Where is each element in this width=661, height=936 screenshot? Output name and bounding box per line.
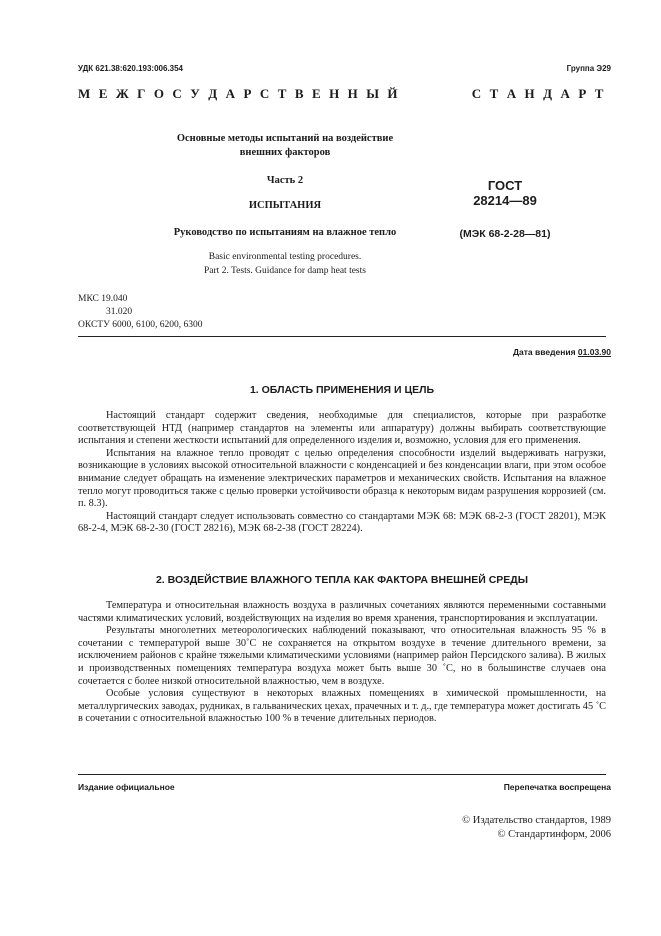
section-1-body bbox=[78, 410, 606, 536]
standard-banner bbox=[78, 86, 606, 102]
intro-date bbox=[513, 347, 611, 357]
title-guide: Руководство по испытаниям на влажное тепло bbox=[173, 227, 397, 238]
udk-code: УДК 621.38:620.193:006.354 bbox=[78, 64, 184, 73]
intro-date-value: 01.03.90 bbox=[577, 347, 611, 357]
divider-rule bbox=[78, 336, 606, 337]
section-2-body bbox=[78, 600, 606, 726]
title-tests: ИСПЫТАНИЯ bbox=[248, 200, 322, 211]
intro-date-label: Дата введения bbox=[512, 347, 576, 357]
okstu-code: ОКСТУ 6000, 6100, 6200, 6300 bbox=[78, 320, 203, 330]
english-title-line-1: Basic environmental testing procedures. bbox=[208, 252, 362, 262]
title-part: Часть 2 bbox=[266, 175, 304, 186]
mks-code-1: МКС 19.040 bbox=[78, 294, 128, 304]
section-1-heading: 1. ОБЛАСТЬ ПРИМЕНЕНИЯ И ЦЕЛЬ bbox=[249, 384, 435, 396]
edition-label: Издание официальное bbox=[78, 782, 175, 792]
section-1-paragraph: Настоящий стандарт следует использовать совместно со стандартами МЭК 68: МЭК 68-2-3 (ГОСТ 28201), МЭК 68-2-4, МЭК 68-2-30 (ГОСТ 28216), МЭК 68-2-38 (ГОСТ 28224). bbox=[78, 510, 606, 535]
group-code: Группа Э29 bbox=[566, 64, 611, 73]
gost-number: 28214—89 bbox=[473, 193, 537, 208]
banner-word-standard: С Т А Н Д А Р Т bbox=[471, 86, 606, 101]
iec-reference: (МЭК 68-2-28—81) bbox=[459, 228, 551, 240]
section-2-heading: 2. ВОЗДЕЙСТВИЕ ВЛАЖНОГО ТЕПЛА КАК ФАКТОРА ВНЕШНЕЙ СРЕДЫ bbox=[155, 574, 529, 586]
section-2-paragraph: Особые условия существуют в некоторых влажных помещениях в химической промышленности, на металлургических заводах, рудниках, в гальванических цехах, прачечных и т. д., где температура может достигать 45 ˚С в сочетании с относительной влажностью 100 % в течение длительных периодов. bbox=[78, 688, 606, 725]
banner-word-interstate: М Е Ж Г О С У Д А Р С Т В Е Н Н Ы Й bbox=[78, 86, 401, 101]
copyright-2006: © Стандартинформ, 2006 bbox=[497, 829, 611, 840]
copyright-1989: © Издательство стандартов, 1989 bbox=[462, 815, 611, 826]
title-line-2: внешних факторов bbox=[239, 147, 331, 158]
section-1-paragraph: Настоящий стандарт содержит сведения, необходимые для специалистов, которые при разработке соответствующей НТД (например стандартов на элементы или аппаратуру) должны выбирать соответствующие испытания и степени жесткости испытаний для определенного изделия и, возможно, условия для его применения. bbox=[78, 410, 606, 447]
section-2-paragraph: Результаты многолетних метеорологических наблюдений показывают, что относительная влажность 95 % в сочетании с температурой выше 30˚С не сохраняется на открытом воздухе в течение длительного времени, за исключением районов с крайне тяжелыми климатическими условиями (например район Персидского залива). В жилых и производственных помещениях температура воздуха может быть выше 30 ˚С, но в большинстве случаев она сочетается с более низкой относительной влажностью, чем в воздухе. bbox=[78, 625, 606, 687]
section-2-paragraph: Температура и относительная влажность воздуха в различных сочетаниях являются переменными составными частями климатических условий, воздействующих на изделия во время хранения, транспортирования и эксплуатации. bbox=[78, 600, 606, 624]
gost-label: ГОСТ bbox=[487, 178, 523, 193]
footer-rule bbox=[78, 774, 606, 775]
title-line-1: Основные методы испытаний на воздействие bbox=[176, 133, 394, 144]
reprint-notice: Перепечатка воспрещена bbox=[503, 782, 611, 792]
section-1-paragraph: Испытания на влажное тепло проводят с целью определения способности изделий выдерживать нагрузки, возникающие в условиях высокой относительной влажности с конденсацией и без конденсации влаги, при этом особое внимание следует обращать на изменение электрических параметров и механических свойств. Испытания на влажное тепло могут проводиться также с целью проверки устойчивости образца к некоторым видам разрушения коррозией (см. п. 8.3). bbox=[78, 447, 606, 510]
mks-code-2: 31.020 bbox=[106, 307, 133, 317]
english-title-line-2: Part 2. Tests. Guidance for damp heat tests bbox=[204, 266, 366, 276]
